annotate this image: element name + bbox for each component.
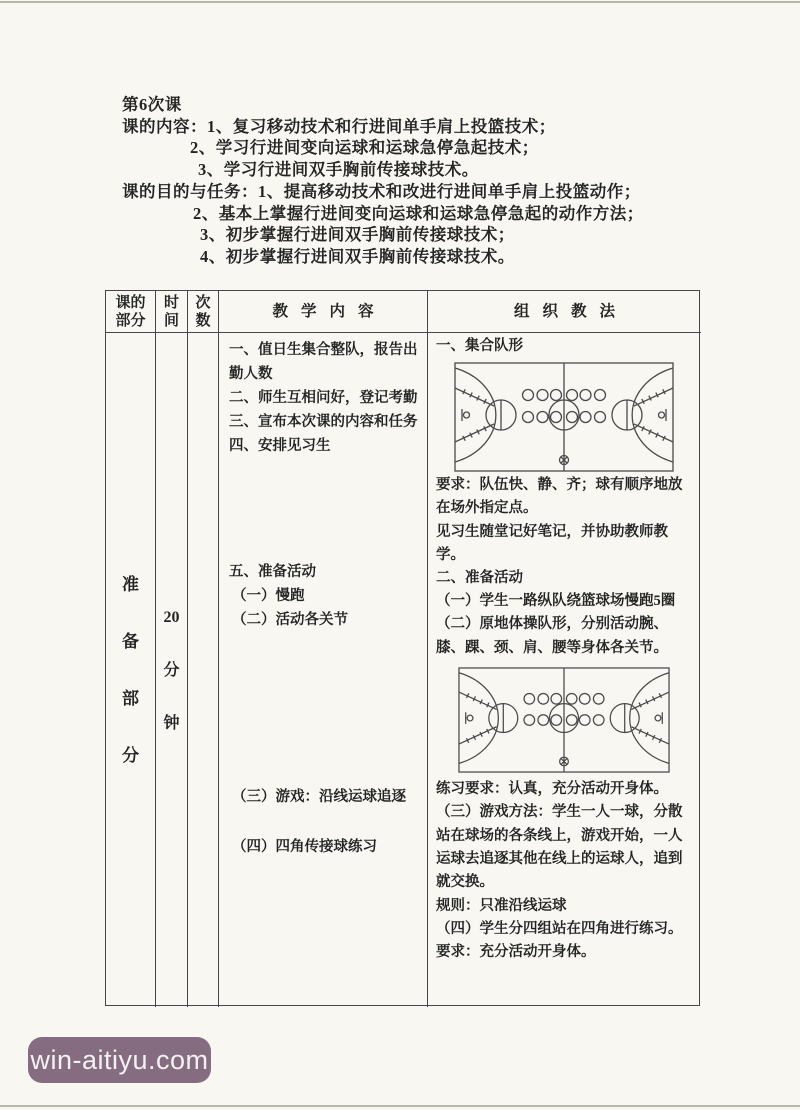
col-header-count-line2: 数 bbox=[195, 312, 211, 329]
cell-part bbox=[106, 333, 156, 1007]
org-heading-warmup: 二、准备活动 bbox=[436, 570, 523, 587]
lesson-plan-table bbox=[105, 290, 700, 1006]
org-para-rule: 规则：只准沿线运球 bbox=[436, 897, 567, 914]
list-item: 五、准备活动 bbox=[229, 564, 316, 580]
org-para-requirement-2: 要求：充分活动开身体。 bbox=[436, 944, 596, 961]
col-header-time bbox=[156, 291, 188, 333]
list-item: （一）慢跑 bbox=[232, 588, 305, 604]
lesson-title: 第6次课 bbox=[122, 95, 182, 114]
col-header-part-line1: 课的 bbox=[115, 294, 146, 311]
org-para-requirement-1: 要求：队伍快、静、齐；球有顺序地放在场外指定点。 bbox=[436, 477, 683, 517]
org-para-four-corners: （四）学生分四组站在四角进行练习。 bbox=[436, 920, 683, 937]
teaching-content-block-4 bbox=[229, 835, 423, 859]
org-heading-assembly: 一、集合队形 bbox=[436, 338, 523, 354]
lesson-header bbox=[122, 94, 722, 268]
col-header-part bbox=[106, 291, 156, 333]
header-line-goals-1: 课的目的与任务：1、提高移动技术和改进行进间单手肩上投篮动作； bbox=[122, 181, 641, 201]
basketball-court-warmup-diagram bbox=[454, 667, 674, 773]
org-para-observer-note: 见习生随堂记好笔记，并协助教师教学。 bbox=[436, 523, 668, 563]
cell-time bbox=[156, 333, 188, 1007]
list-item: （四）四角传接球练习 bbox=[232, 839, 377, 855]
col-header-count bbox=[188, 291, 219, 333]
org-para-practice-requirement: 练习要求：认真，充分活动开身体。 bbox=[436, 781, 668, 798]
header-line-content-1: 课的内容：1、复习移动技术和行进间单手肩上投篮技术； bbox=[122, 116, 556, 136]
cell-count bbox=[188, 333, 219, 1007]
col-header-time-line1: 时 bbox=[163, 294, 179, 311]
col-header-count-line1: 次 bbox=[195, 294, 211, 311]
scan-edge-top bbox=[0, 1, 800, 3]
col-header-organization bbox=[428, 291, 701, 333]
basketball-court-assembly-diagram bbox=[454, 362, 674, 472]
teaching-content-block-3 bbox=[229, 785, 423, 809]
org-para-joints: （二）原地体操队形，分别活动腕、膝、踝、颈、肩、腰等身体各关节。 bbox=[436, 616, 668, 656]
list-item: 三、宣布本次课的内容和任务 bbox=[229, 414, 418, 430]
org-para-jog: （一）学生一路纵队绕篮球场慢跑5圈 bbox=[436, 593, 676, 610]
list-item: 四、安排见习生 bbox=[229, 438, 331, 454]
org-para-game-method: （三）游戏方法：学生一人一球，分散站在球场的各条线上，游戏开始，一人运球去追逐其他在线上的运球人，追到就交换。 bbox=[436, 804, 683, 891]
cell-organization bbox=[428, 333, 701, 1007]
header-line-content-2: 2、学习行进间变向运球和运球急停急起技术； bbox=[190, 138, 539, 158]
time-value-vertical: 20分钟 bbox=[163, 608, 180, 732]
header-line-goals-2: 2、基本上掌握行进间变向运球和运球急停急起的动作方法； bbox=[193, 203, 644, 223]
watermark-badge: win-aitiyu.com bbox=[28, 1037, 211, 1083]
list-item: 一、值日生集合整队，报告出勤人数 bbox=[229, 342, 418, 382]
header-line-goals-4: 4、初步掌握行进间双手胸前传接球技术。 bbox=[200, 246, 515, 266]
part-label-vertical: 准备部分 bbox=[122, 575, 139, 765]
header-line-goals-3: 3、初步掌握行进间双手胸前传接球技术； bbox=[200, 225, 515, 245]
header-line-content-3: 3、学习行进间双手胸前传接球技术。 bbox=[198, 160, 479, 180]
scan-edge-bottom bbox=[0, 1105, 800, 1107]
col-header-teaching-content-label: 教学内容 bbox=[272, 302, 387, 320]
col-header-teaching-content bbox=[219, 291, 428, 333]
col-header-organization-label: 组织教法 bbox=[513, 302, 628, 320]
cell-teaching-content bbox=[219, 333, 428, 1007]
col-header-time-line2: 间 bbox=[163, 312, 179, 329]
teaching-content-block-2 bbox=[229, 560, 423, 632]
list-item: （三）游戏：沿线运球追逐 bbox=[232, 789, 406, 805]
list-item: 二、师生互相问好，登记考勤 bbox=[229, 390, 418, 406]
teaching-content-block-1 bbox=[229, 338, 423, 458]
col-header-part-line2: 部分 bbox=[115, 312, 146, 329]
list-item: （二）活动各关节 bbox=[232, 612, 348, 628]
